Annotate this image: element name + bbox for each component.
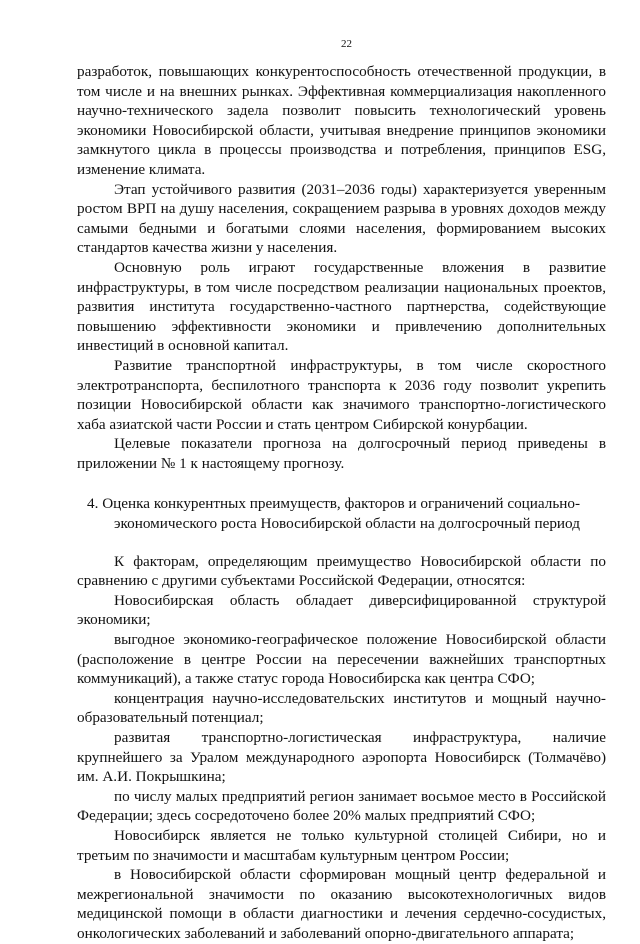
bottom-text-block	[77, 552, 606, 944]
page-number: 22	[341, 38, 352, 50]
paragraph-sustainable-development: Этап устойчивого развития (2031–2036 годы) характеризуется уверенным ростом ВРП на душу населения, сокращением разрыва в уровнях доходов между самыми бедными и богатыми слоями населения, формированием высоких стандартов качества жизни у населения.	[77, 180, 606, 257]
list-item-medical-center: в Новосибирской области сформирован мощный центр федеральной и межрегиональной значимости по оказанию высокотехнологичных видов медицинской помощи в области диагностики и лечения сердечно-сосудистых, онкологических заболеваний и заболеваний опорно-двигательного аппарата;	[77, 866, 606, 942]
section-heading-line-1: 4. Оценка конкурентных преимуществ, факторов и ограничений социально-	[87, 495, 581, 513]
paragraph-continuation: разработок, повышающих конкурентоспособность отечественной продукции, в том числе и на внешних рынках. Эффективная коммерциализация накопленного научно-технического задела позволит повысить технологический уровень экономики Новосибирской области, учитывая внедрение принципов экономики замкнутого цикла в процессы производства и потребления, принципов ESG, изменение климата.	[77, 63, 606, 178]
top-text-block	[77, 62, 606, 473]
section-heading	[77, 494, 606, 533]
list-item-cultural-capital: Новосибирск является не только культурной столицей Сибири, но и третьим по значимости и масштабам культурным центром России;	[77, 826, 606, 864]
list-item-diversified-economy: Новосибирская область обладает диверсифицированной структурой экономики;	[77, 591, 606, 629]
paragraph-factors-intro: К факторам, определяющим преимущество Новосибирской области по сравнению с другими субъектами Российской Федерации, относятся:	[77, 552, 606, 590]
list-item-research-institutes: концентрация научно-исследовательских институтов и мощный научно-образовательный потенциал;	[77, 689, 606, 727]
paragraph-state-investment: Основную роль играют государственные вложения в развитие инфраструктуры, в том числе посредством реализации национальных проектов, развития института государственно-частного партнерства, содействующие повышению эффективности экономики и привлечению дополнительных инвестиций в основной капитал.	[77, 258, 606, 355]
list-item-transport-logistics: развитая транспортно-логистическая инфраструктура, наличие крупнейшего за Уралом международного аэропорта Новосибирск (Толмачёво) им. А.И. Покрышкина;	[77, 729, 606, 786]
section-heading-line-2: экономического роста Новосибирской области на долгосрочный период	[114, 515, 580, 533]
paragraph-target-indicators: Целевые показатели прогноза на долгосрочный период приведены в приложении № 1 к настоящему прогнозу.	[77, 435, 606, 472]
list-item-geographic-position: выгодное экономико-географическое положение Новосибирской области (расположение в центре России на пересечении важнейших транспортных коммуникаций), а также статус города Новосибирска как центра СФО;	[77, 631, 606, 688]
paragraph-transport-infrastructure: Развитие транспортной инфраструктуры, в том числе скоростного электротранспорта, беспилотного транспорта к 2036 году позволит укрепить позиции Новосибирской области как значимого транспортно-логистического хаба азиатской части России и стать центром Сибирской конурбации.	[77, 356, 606, 433]
list-item-small-businesses: по числу малых предприятий регион занимает восьмое место в Российской Федерации; здесь сосредоточено более 20% малых предприятий СФО;	[77, 787, 606, 825]
